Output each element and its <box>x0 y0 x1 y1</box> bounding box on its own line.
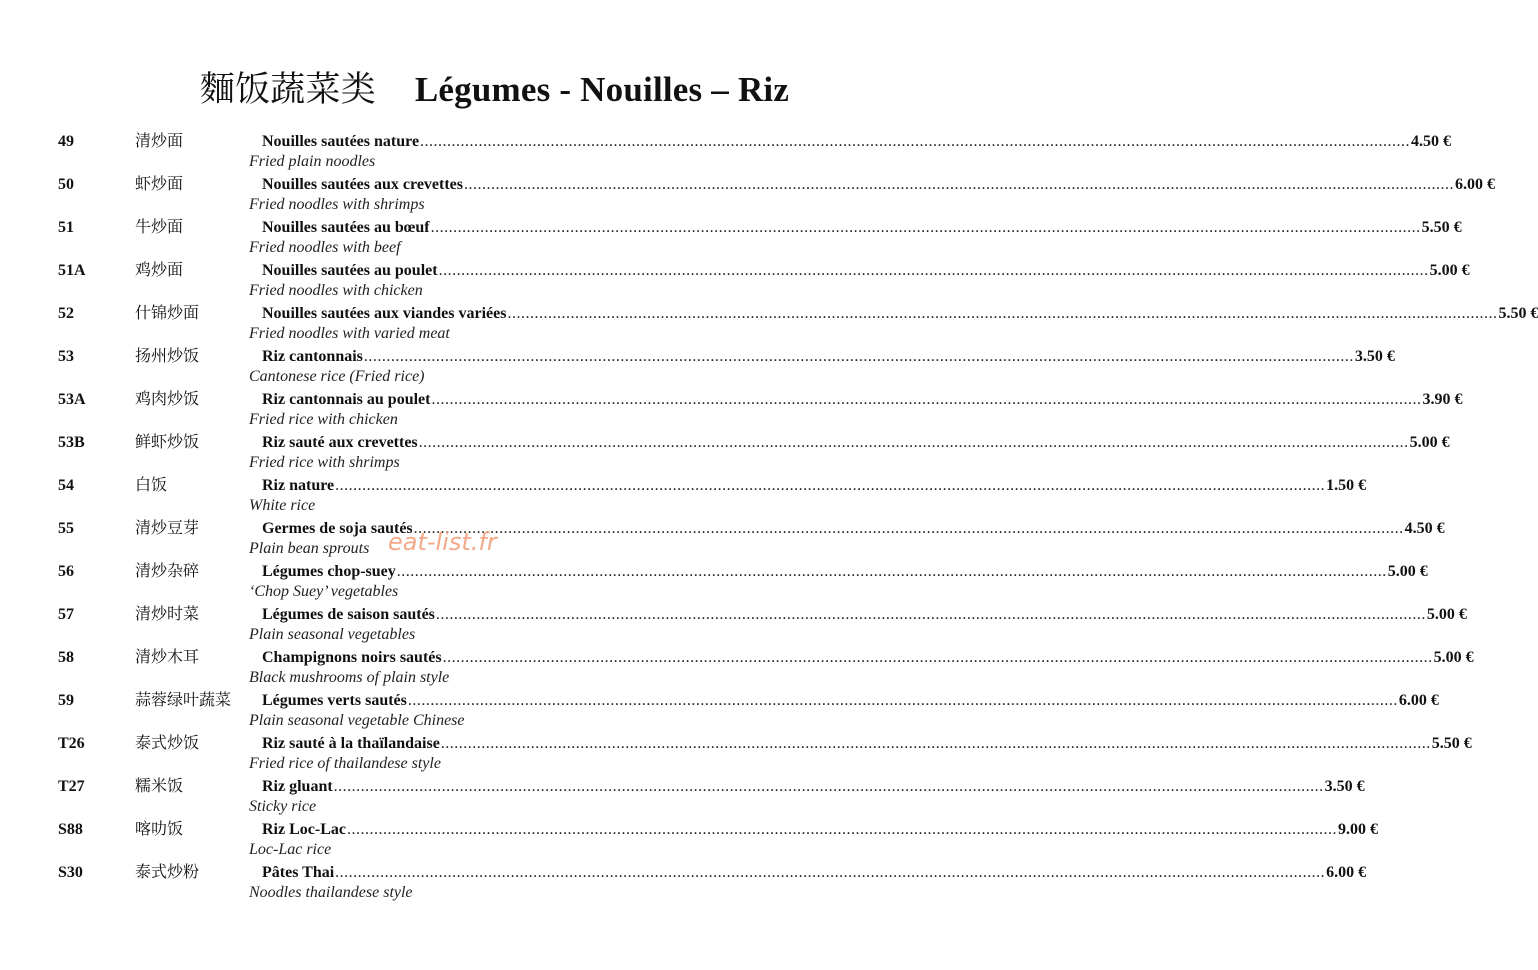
menu-item <box>0 733 1472 777</box>
item-number: 51 <box>58 219 74 236</box>
item-french-name: Nouilles sautées au poulet <box>262 262 438 279</box>
item-french-name: Riz gluant <box>262 778 333 795</box>
item-chinese-name: 蒜蓉绿叶蔬菜 <box>135 690 232 709</box>
dot-leader: ............................................................................................................................................................................................................................ <box>413 520 1404 537</box>
dot-leader: ............................................................................................................................................................................................................................ <box>335 864 1326 881</box>
menu-item <box>0 647 1474 691</box>
item-line <box>262 347 1395 367</box>
item-price: 5.00 € <box>1409 434 1450 451</box>
item-french-name: Légumes chop-suey <box>262 563 396 580</box>
item-price: 5.00 € <box>1433 649 1474 666</box>
item-price: 4.50 € <box>1404 520 1445 537</box>
item-chinese-name: 清炒豆芽 <box>135 518 200 537</box>
item-english-name: Cantonese rice (Fried rice) <box>249 368 425 385</box>
dot-leader: ............................................................................................................................................................................................................................ <box>418 434 1409 451</box>
dot-leader: ............................................................................................................................................................................................................................ <box>442 649 1433 666</box>
item-english-name: White rice <box>249 497 316 514</box>
item-french-name: Riz cantonnais au poulet <box>262 391 431 408</box>
item-english-name: Plain seasonal vegetables <box>249 626 416 643</box>
item-chinese-name: 泰式炒粉 <box>135 862 200 881</box>
item-number: S88 <box>58 821 83 838</box>
item-french-name: Champignons noirs sautés <box>262 649 442 666</box>
item-line <box>262 390 1463 410</box>
item-chinese-name: 清炒时菜 <box>135 604 200 623</box>
item-price: 1.50 € <box>1326 477 1367 494</box>
item-price: 6.00 € <box>1326 864 1367 881</box>
item-line <box>262 562 1428 582</box>
menu-item <box>0 303 1538 347</box>
dot-leader: ............................................................................................................................................................................................................................ <box>420 133 1411 150</box>
item-english-name: Fried noodles with varied meat <box>249 325 450 342</box>
item-price: 5.50 € <box>1431 735 1472 752</box>
item-french-name: Riz sauté à la thaïlandaise <box>262 735 440 752</box>
item-french-name: Légumes verts sautés <box>262 692 407 709</box>
item-french-name: Nouilles sautées aux viandes variées <box>262 305 507 322</box>
item-french-name: Pâtes Thai <box>262 864 335 881</box>
item-english-name: Fried plain noodles <box>249 153 376 170</box>
menu-item <box>0 131 1452 175</box>
dot-leader: ............................................................................................................................................................................................................................ <box>435 606 1426 623</box>
item-english-name: Black mushrooms of plain style <box>249 669 450 686</box>
item-number: 53B <box>58 434 85 451</box>
item-line <box>262 175 1495 195</box>
item-number: 54 <box>58 477 74 494</box>
item-english-name: Noodles thailandese style <box>249 884 413 901</box>
item-number: 56 <box>58 563 74 580</box>
item-french-name: Riz sauté aux crevettes <box>262 434 418 451</box>
menu-item <box>0 690 1439 734</box>
item-line <box>262 648 1474 668</box>
item-french-name: Légumes de saison sautés <box>262 606 435 623</box>
menu-item <box>0 862 1367 906</box>
item-line <box>262 132 1452 152</box>
item-number: 53 <box>58 348 74 365</box>
item-price: 6.00 € <box>1455 176 1495 193</box>
item-price: 5.00 € <box>1387 563 1428 580</box>
item-line <box>262 691 1439 711</box>
item-english-name: Fried noodles with beef <box>249 239 401 256</box>
dot-leader: ............................................................................................................................................................................................................................ <box>440 735 1431 752</box>
item-price: 3.50 € <box>1324 778 1365 795</box>
dot-leader: ............................................................................................................................................................................................................................ <box>363 348 1354 365</box>
item-number: 51A <box>58 262 86 279</box>
item-english-name: Fried noodles with chicken <box>249 282 423 299</box>
item-chinese-name: 牛炒面 <box>135 217 184 236</box>
item-french-name: Riz Loc-Lac <box>262 821 346 838</box>
item-line <box>262 476 1367 496</box>
item-chinese-name: 喀叻饭 <box>135 819 184 838</box>
menu-item <box>0 174 1495 218</box>
menu-item <box>0 604 1467 648</box>
item-number: S30 <box>58 864 83 881</box>
item-line <box>262 863 1367 883</box>
dot-leader: ............................................................................................................................................................................................................................ <box>333 778 1324 795</box>
item-french-name: Nouilles sautées aux crevettes <box>262 176 463 193</box>
menu-item <box>0 432 1450 476</box>
item-chinese-name: 白饭 <box>135 475 168 494</box>
item-price: 4.50 € <box>1411 133 1452 150</box>
item-number: 53A <box>58 391 86 408</box>
item-chinese-name: 虾炒面 <box>135 174 184 193</box>
menu-item <box>0 346 1395 390</box>
item-french-name: Riz cantonnais <box>262 348 363 365</box>
item-number: 50 <box>58 176 74 193</box>
menu-item <box>0 260 1470 304</box>
item-chinese-name: 鲜虾炒饭 <box>135 432 200 451</box>
dot-leader: ............................................................................................................................................................................................................................ <box>396 563 1387 580</box>
item-number: 49 <box>58 133 74 150</box>
item-chinese-name: 清炒杂碎 <box>135 561 200 580</box>
dot-leader: ............................................................................................................................................................................................................................ <box>464 176 1454 193</box>
item-line <box>262 777 1365 797</box>
page-title-chinese: 麵饭蔬菜类 <box>199 70 376 110</box>
item-chinese-name: 泰式炒饭 <box>135 733 200 752</box>
item-number: 57 <box>58 606 74 623</box>
item-price: 5.50 € <box>1498 305 1538 322</box>
menu-item <box>0 389 1463 433</box>
item-price: 5.00 € <box>1429 262 1470 279</box>
item-number: 59 <box>58 692 74 709</box>
page-title-french: Légumes - Nouilles – Riz <box>414 70 790 109</box>
dot-leader: ............................................................................................................................................................................................................................ <box>438 262 1429 279</box>
item-chinese-name: 鸡肉炒饭 <box>135 389 200 408</box>
dot-leader: ............................................................................................................................................................................................................................ <box>431 391 1422 408</box>
item-english-name: Fried rice with shrimps <box>249 454 400 471</box>
item-number: T27 <box>58 778 85 795</box>
menu-item <box>0 217 1462 261</box>
menu-item <box>0 819 1378 863</box>
item-price: 5.00 € <box>1426 606 1467 623</box>
item-english-name: Fried noodles with shrimps <box>249 196 425 213</box>
item-english-name: Fried rice of thailandese style <box>249 755 441 772</box>
item-number: T26 <box>58 735 85 752</box>
item-english-name: Sticky rice <box>249 798 317 815</box>
item-line <box>262 261 1470 281</box>
dot-leader: ............................................................................................................................................................................................................................ <box>407 692 1398 709</box>
item-line <box>262 519 1445 539</box>
dot-leader: ............................................................................................................................................................................................................................ <box>335 477 1326 494</box>
item-line <box>262 820 1378 840</box>
item-english-name: Loc-Lac rice <box>249 841 332 858</box>
item-chinese-name: 什锦炒面 <box>135 303 200 322</box>
dot-leader: ............................................................................................................................................................................................................................ <box>507 305 1498 322</box>
item-chinese-name: 糯米饭 <box>135 776 184 795</box>
item-chinese-name: 鸡炒面 <box>135 260 184 279</box>
page-title <box>0 62 989 112</box>
menu-item <box>0 475 1367 519</box>
item-french-name: Riz nature <box>262 477 335 494</box>
item-line <box>262 605 1467 625</box>
item-french-name: Germes de soja sautés <box>262 520 413 537</box>
item-chinese-name: 扬州炒饭 <box>135 346 200 365</box>
item-number: 52 <box>58 305 74 322</box>
item-price: 3.90 € <box>1422 391 1463 408</box>
item-english-name: Plain seasonal vegetable Chinese <box>249 712 465 729</box>
item-line <box>262 734 1472 754</box>
item-english-name: Fried rice with chicken <box>249 411 398 428</box>
item-chinese-name: 清炒面 <box>135 131 184 150</box>
item-french-name: Nouilles sautées au bœuf <box>262 219 430 236</box>
dot-leader: ............................................................................................................................................................................................................................ <box>430 219 1421 236</box>
item-number: 55 <box>58 520 74 537</box>
item-price: 3.50 € <box>1354 348 1395 365</box>
item-french-name: Nouilles sautées nature <box>262 133 420 150</box>
item-number: 58 <box>58 649 74 666</box>
item-chinese-name: 清炒木耳 <box>135 647 200 666</box>
menu-item <box>0 561 1428 605</box>
item-line <box>262 433 1450 453</box>
item-line <box>262 304 1538 324</box>
item-english-name: Plain bean sprouts <box>249 540 370 557</box>
item-price: 6.00 € <box>1398 692 1439 709</box>
menu-list <box>0 131 1538 906</box>
item-line <box>262 218 1462 238</box>
item-price: 9.00 € <box>1337 821 1378 838</box>
menu-item <box>0 776 1365 820</box>
item-price: 5.50 € <box>1421 219 1462 236</box>
item-english-name: ‘Chop Suey’ vegetables <box>249 583 399 600</box>
watermark: eat-list.fr <box>388 528 497 556</box>
dot-leader: ............................................................................................................................................................................................................................ <box>346 821 1337 838</box>
